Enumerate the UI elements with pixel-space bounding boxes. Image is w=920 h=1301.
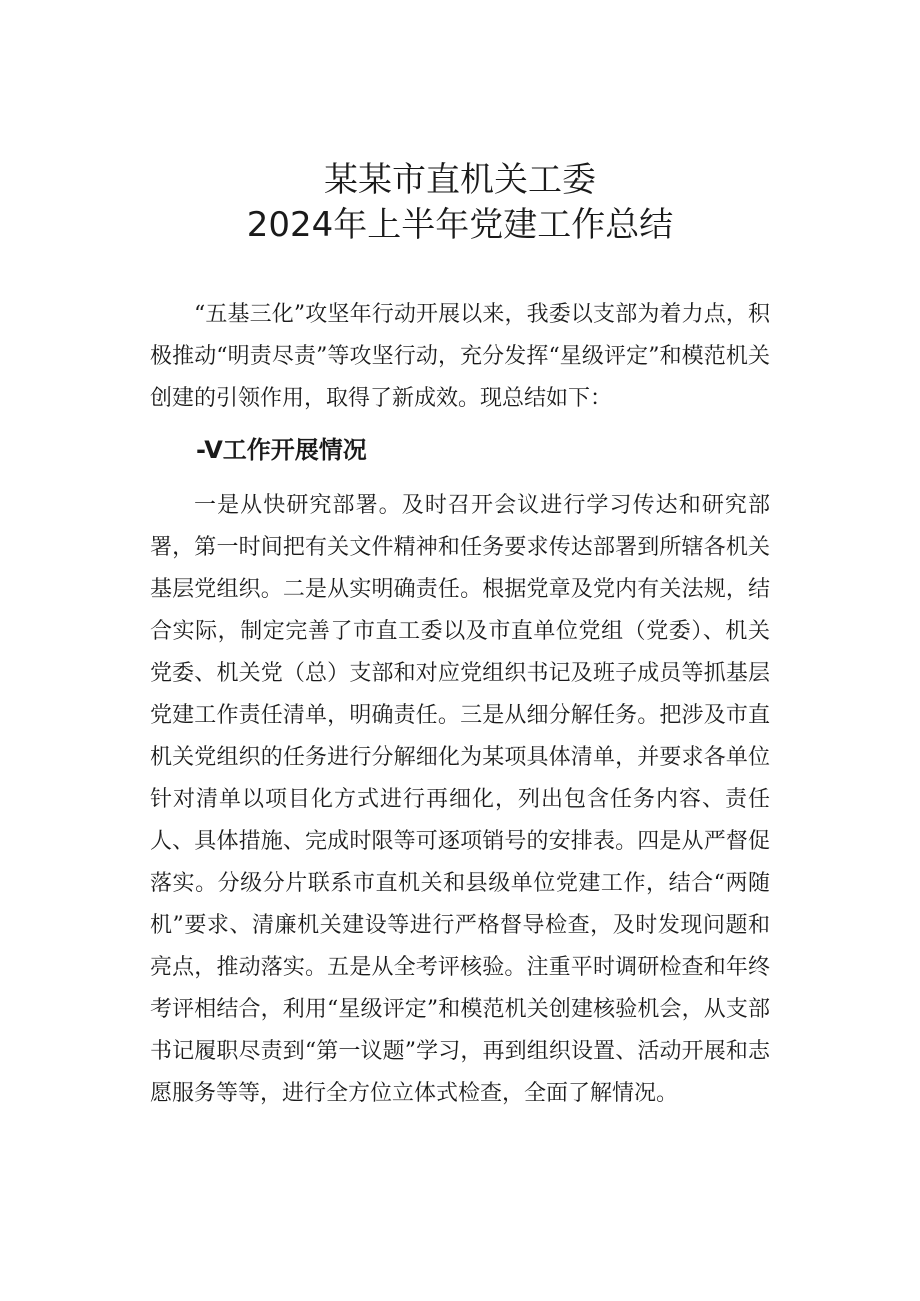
title-line-2: 2024年上半年党建工作总结 bbox=[246, 205, 674, 245]
section-heading: -V工作开展情况 bbox=[196, 436, 367, 464]
intro-paragraph: “五基三化”攻坚年行动开展以来，我委以支部为着力点，积极推动“明责尽责”等攻坚行动，充分发挥“星级评定”和模范机关创建的引领作用，取得了新成效。现总结如下： bbox=[150, 302, 770, 411]
document-title bbox=[0, 158, 920, 248]
title-line-1: 某某市直机关工委 bbox=[324, 160, 596, 200]
section-paragraph: 一是从快研究部署。及时召开会议进行学习传达和研究部署，第一时间把有关文件精神和任务要求传达部署到所辖各机关基层党组织。二是从实明确责任。根据党章及党内有关法规，结合实际，制定完善了市直工委以及市直单位党组（党委）、机关党委、机关党（总）支部和对应党组织书记及班子成员等抓基层党建工作责任清单，明确责任。三是从细分解任务。把涉及市直机关党组织的任务进行分解细化为某项具体清单，并要求各单位针对清单以项目化方式进行再细化，列出包含任务内容、责任人、具体措施、完成时限等可逐项销号的安排表。四是从严督促落实。分级分片联系市直机关和县级单位党建工作，结合“两随机”要求、清廉机关建设等进行严格督导检查，及时发现问题和亮点，推动落实。五是从全考评核验。注重平时调研检查和年终考评相结合，利用“星级评定”和模范机关创建核验机会，从支部书记履职尽责到“第一议题”学习，再到组织设置、活动开展和志愿服务等等，进行全方位立体式检查，全面了解情况。 bbox=[150, 493, 770, 1106]
